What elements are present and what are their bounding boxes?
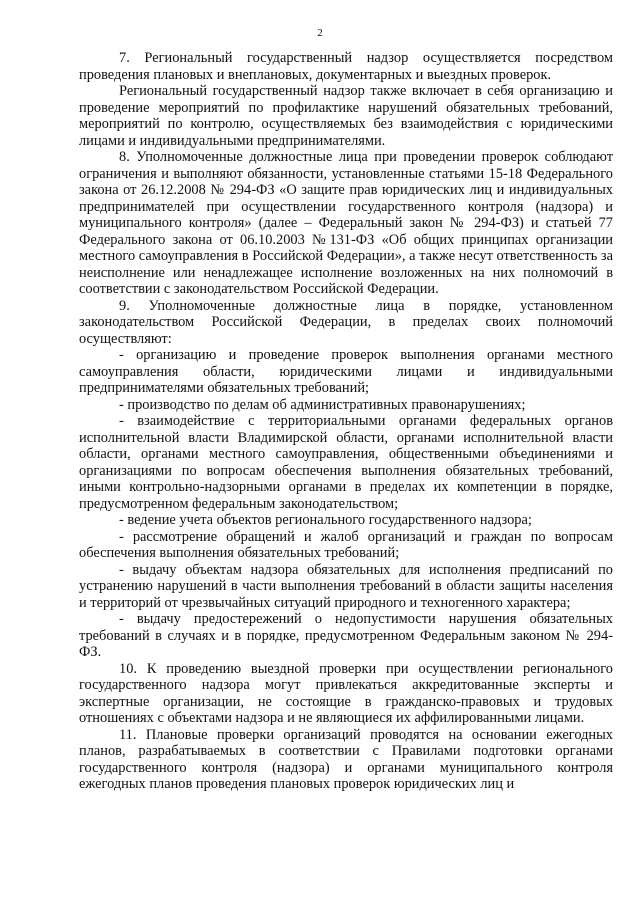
list-item-orders: - выдачу объектам надзора обязательных для исполнения предписаний по устранению нарушений в части выполнения требований в области защиты населения и территорий от чрезвычайных ситуаций природного и техногенного характера; [79,561,613,611]
paragraph-7: 7. Региональный государственный надзор осуществляется посредством проведения плановых и внеплановых, документарных и выездных проверок. [79,50,613,83]
paragraph-8: 8. Уполномоченные должностные лица при проведении проверок соблюдают ограничения и выполняют обязанности, установленные статьями 15-18 Федерального закона от 26.12.2008 № 294-ФЗ «О защите прав юридических лиц и индивидуальных предпринимателей при осуществлении государственного контроля (надзора) и муниципального контроля» (далее – Федеральный закон № 294-ФЗ) и статьей 77 Федерального закона от 06.10.2003 №131-ФЗ «Об общих принципах организации местного самоуправления в Российской Федерации», а также несут ответственность за неисполнение или ненадлежащее исполнение возложенных на них полномочий в соответствии с законодательством Российской Федерации. [79,149,613,297]
list-item-warnings: - выдачу предостережений о недопустимости нарушения обязательных требований в случаях и в порядке, предусмотренном Федеральным законом № 294-ФЗ. [79,611,613,660]
list-item-inspections: - организацию и проведение проверок выполнения органами местного самоуправления области, юридическими лицами и индивидуальными предпринимателями обязательных требований; [79,347,613,396]
page-number: 2 [317,27,323,39]
list-item-registry: - ведение учета объектов регионального государственного надзора; [119,512,532,528]
paragraph-7-continued: Региональный государственный надзор также включает в себя организацию и проведение мероприятий по профилактике нарушений обязательных требований, мероприятий по контролю, осуществляемых без взаимодействия с юридическими лицами и индивидуальными предпринимателями. [79,83,613,149]
paragraph-10: 10. К проведению выездной проверки при осуществлении регионального государственного надзора могут привлекаться аккредитованные эксперты и экспертные организации, не состоящие в гражданско-правовых и трудовых отношениях с объектами надзора и не являющиеся их аффилированными лицами. [79,660,613,726]
list-item-complaints: - рассмотрение обращений и жалоб организаций и граждан по вопросам обеспечения выполнения обязательных требований; [79,528,613,561]
list-item-administrative-cases: - производство по делам об административных правонарушениях; [119,396,526,413]
document-body [79,50,613,793]
list-item-interaction: - взаимодействие с территориальными органами федеральных органов исполнительной власти Владимирской области, органами исполнительной власти области, органами местного самоуправления, общественными объединениями и организациями по вопросам обеспечения выполнения обязательных требований, иными контрольно-надзорными органами в пределах их компетенции в порядке, предусмотренном федеральным законодательством; [79,413,613,512]
paragraph-11: 11. Плановые проверки организаций проводятся на основании ежегодных планов, разрабатываемых в соответствии с Правилами подготовки органами государственного контроля (надзора) и органами муниципального контроля ежегодных планов проведения плановых проверок юридических лиц и [79,726,613,792]
paragraph-9: 9. Уполномоченные должностные лица в порядке, установленном законодательством Российской Федерации, в пределах своих полномочий осуществляют: [79,297,613,347]
